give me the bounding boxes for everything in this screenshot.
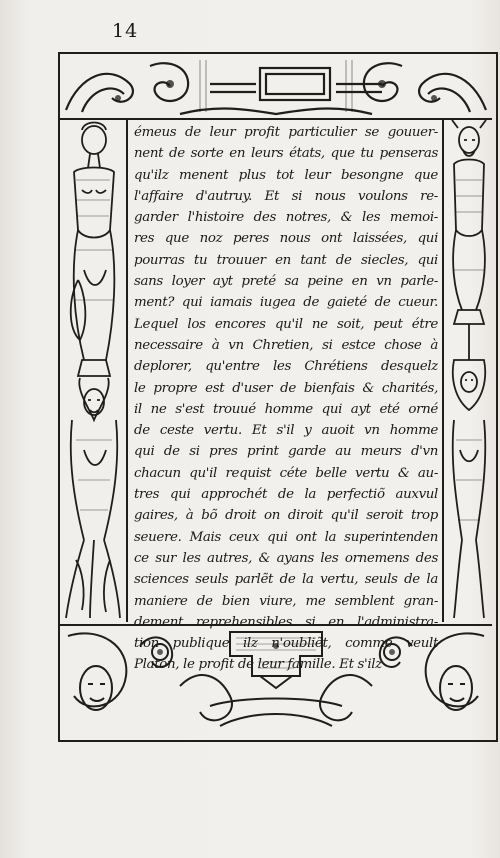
text-line: il ne s'est trouué homme qui ayt eté orné	[134, 401, 438, 417]
body-text	[134, 122, 438, 673]
text-line: deplorer, qu'entre les Chrétiens desquelz	[134, 359, 438, 375]
text-line: tion publique ilz n'oubliẽt, comme veult	[134, 636, 438, 652]
text-line: sans loyer ayt preté sa peine en vn parle-	[134, 274, 438, 290]
text-line: res que noz peres nous ont laissées, qui	[134, 231, 438, 247]
left-caryatid-ornament	[60, 120, 126, 622]
text-line: gaires, à bõ droit on diroit qu'il seroit trop	[134, 508, 438, 524]
text-line: nent de sorte en leurs états, que tu penseras	[134, 146, 438, 162]
text-line: l'affaire d'autruy. Et si nous voulons re-	[134, 188, 438, 204]
text-line: tres qui approchét de la perfectiõ auxvul	[134, 487, 438, 503]
text-line: le propre est d'user de bienfais & charités,	[134, 380, 438, 396]
text-line: qui de si pres print garde au meurs d'vn	[134, 444, 438, 460]
text-line: qu'ilz menent plus tot leur besongne que	[134, 167, 438, 183]
top-ornament-band	[60, 54, 492, 120]
text-line: chacun qu'il requist céte belle vertu & au-	[134, 465, 438, 481]
page-number: 14	[112, 20, 139, 42]
right-satyr-ornament	[444, 120, 494, 622]
text-line: Platon, le profit de leur famille. Et s'ilz	[134, 657, 382, 673]
text-line: ment? qui iamais iugea de gaieté de cueur.	[134, 295, 438, 311]
text-line: maniere de bien viure, me semblent gran-	[134, 593, 438, 609]
text-line: pourras tu trouuer en tant de siecles, qui	[134, 252, 438, 268]
text-line: sciences seuls parlẽt de la vertu, seuls de la	[134, 572, 438, 588]
top-scroll-ornament	[60, 54, 492, 118]
woodcut-frame	[58, 52, 496, 740]
text-line: ce sur les autres, & ayans les ornemens des	[134, 550, 438, 566]
text-line: garder l'histoire des notres, & les memoi-	[134, 210, 438, 226]
text-line: dement reprehensibles si en l'administra-	[134, 614, 438, 630]
left-figure-pillar	[60, 120, 128, 622]
text-line: Lequel los encores qu'il ne soit, peut étre	[134, 316, 438, 332]
right-figure-pillar	[442, 120, 494, 622]
text-line: émeus de leur profit particulier se gouuer-	[134, 125, 438, 140]
text-line: necessaire à vn Chretien, si estce chose à	[134, 337, 438, 353]
text-line: de ceste vertu. Et s'il y auoit vn homme	[134, 423, 438, 439]
text-line: seuere. Mais ceux qui ont la superintenden	[134, 529, 438, 545]
